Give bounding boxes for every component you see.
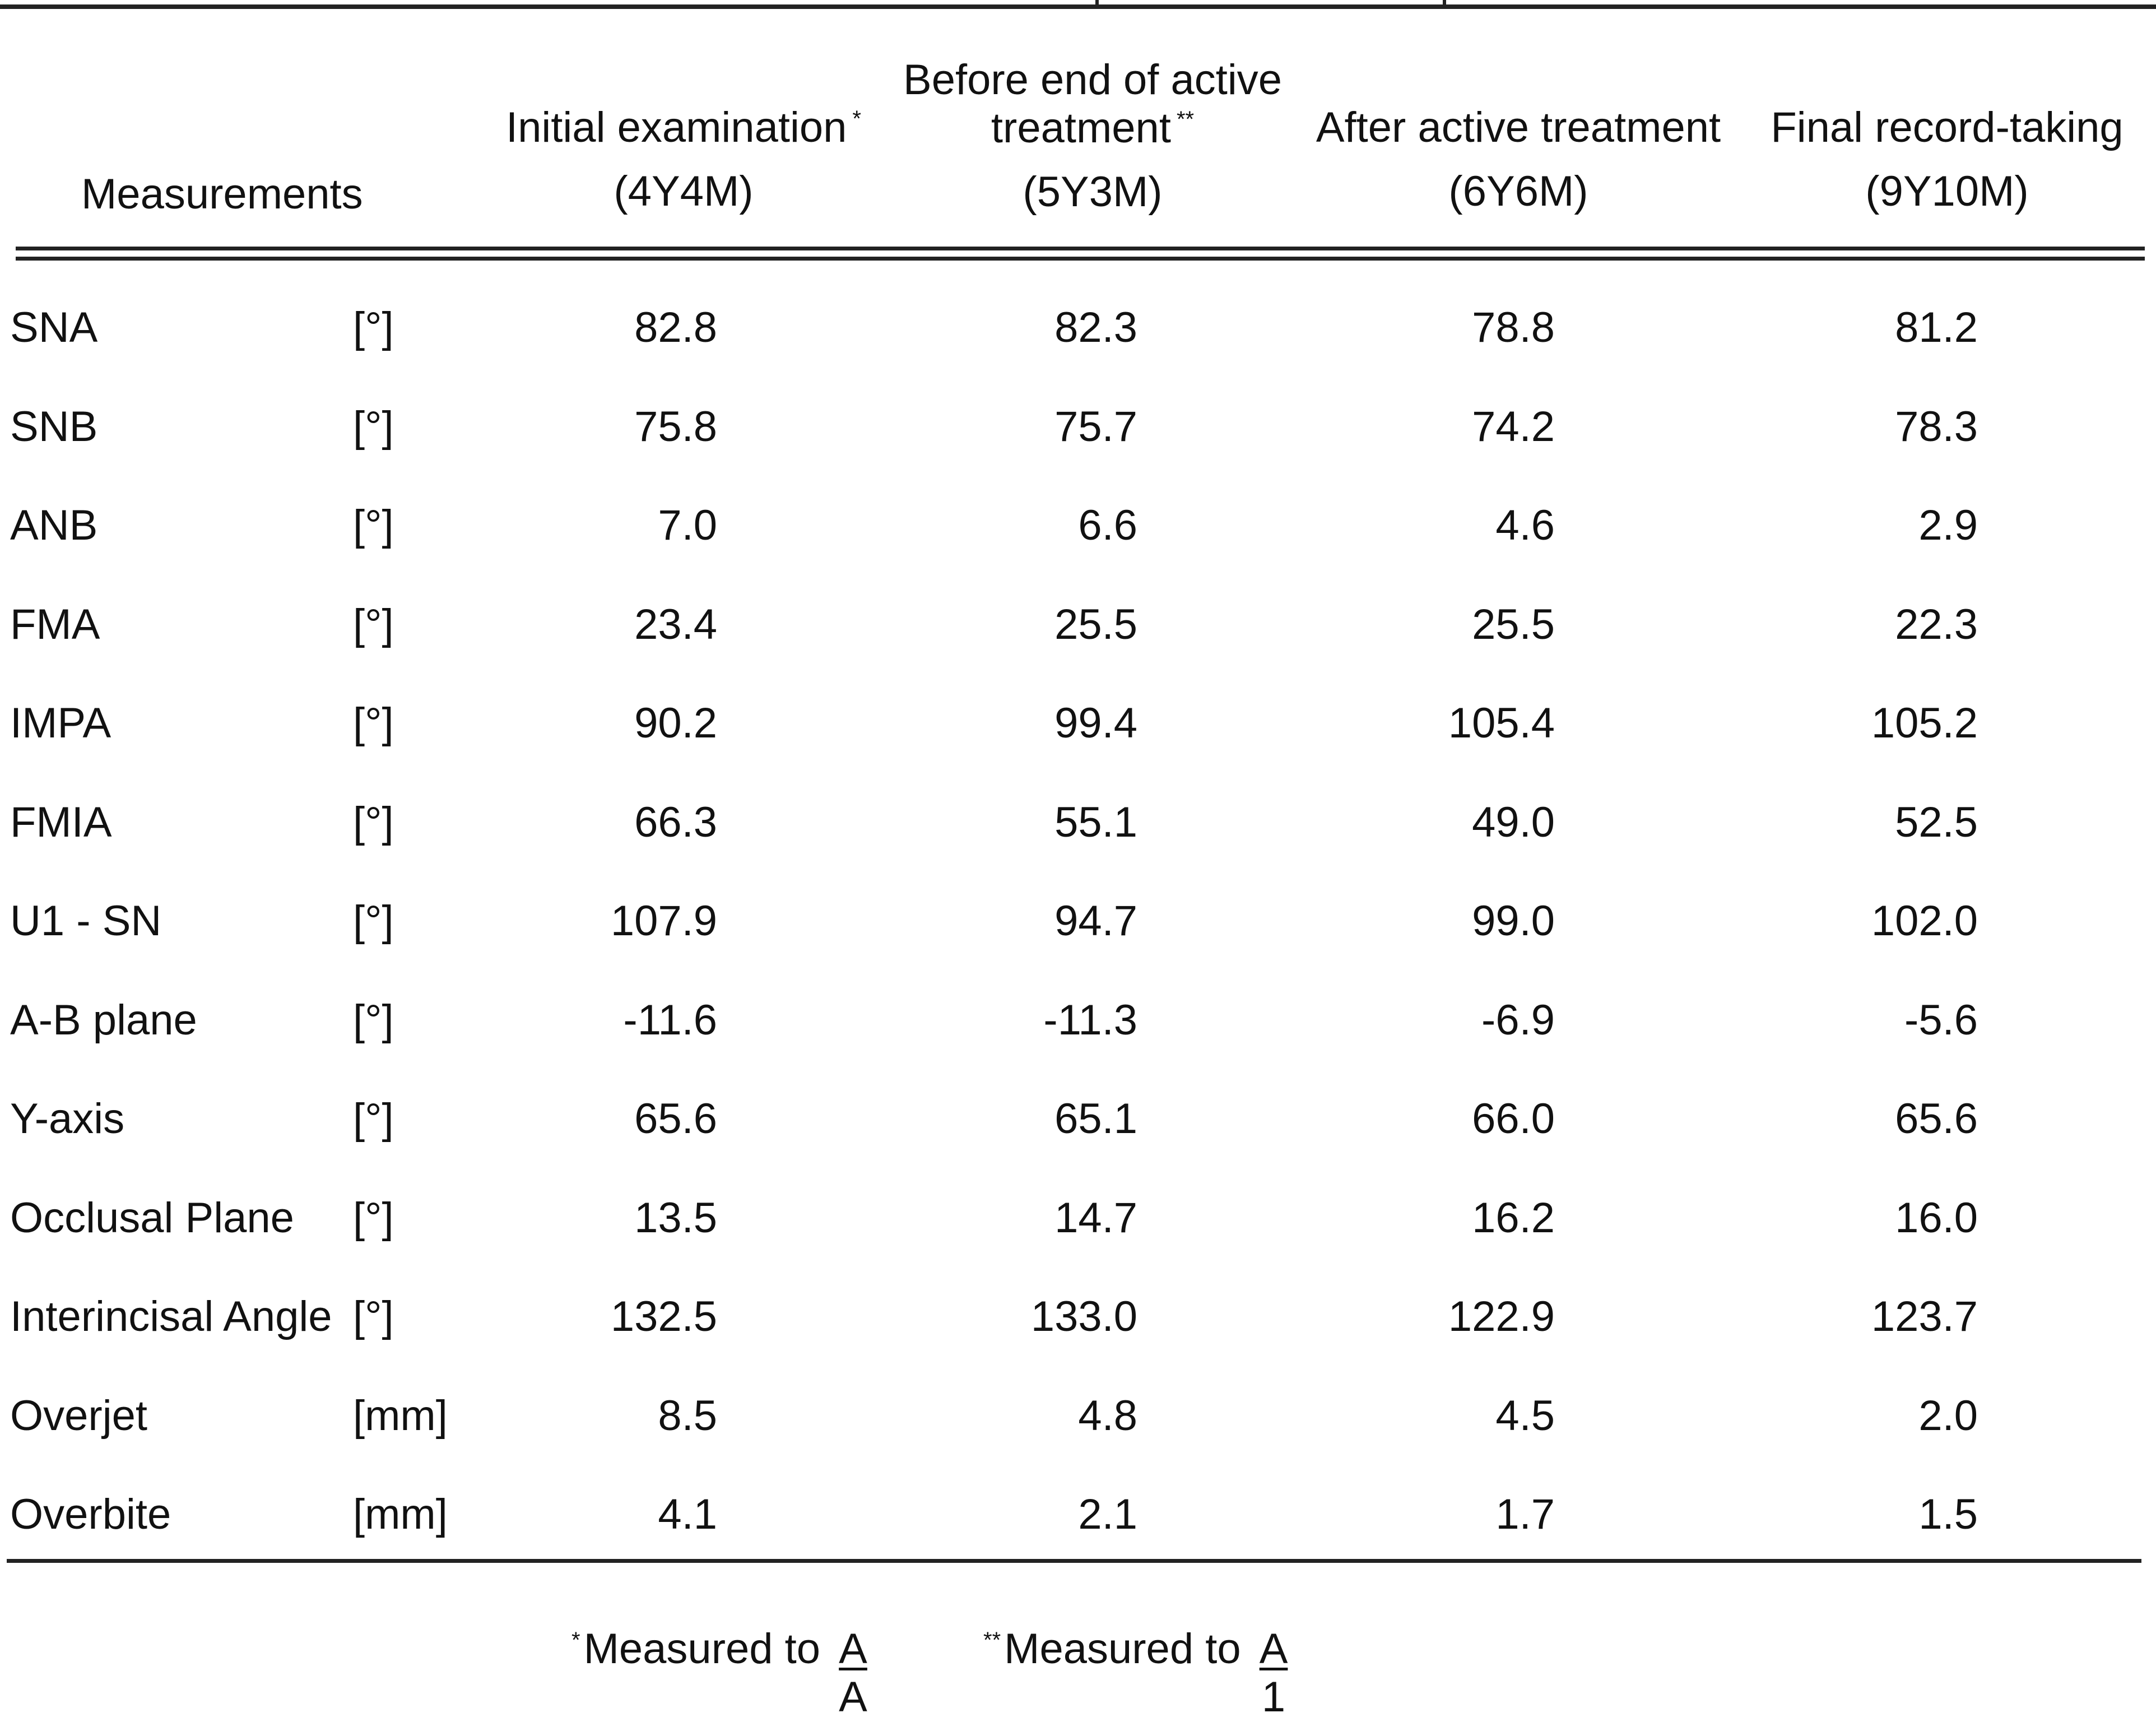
measurement-value: 66.0 (1472, 1095, 1555, 1143)
table-row (0, 896, 2156, 963)
measurement-value: 14.7 (1054, 1194, 1137, 1242)
fraction-denominator: 1 (1261, 1673, 1286, 1721)
column-header-age: (6Y6M) (1448, 168, 1588, 215)
measurement-value: 78.8 (1472, 304, 1555, 351)
measurement-value: 99.0 (1472, 897, 1555, 945)
measurement-value: 13.5 (634, 1194, 717, 1242)
measurement-value: 25.5 (1054, 600, 1137, 648)
measurement-value: 75.8 (634, 402, 717, 451)
measurement-name: U1 - SN (10, 897, 162, 945)
measurement-value: 122.9 (1448, 1293, 1555, 1340)
measurement-name: Occlusal Plane (10, 1194, 294, 1242)
measurement-value: 102.0 (1871, 897, 1978, 945)
measurement-name: SNB (10, 402, 98, 451)
top-rule-tick (1095, 0, 1099, 8)
measurement-value: -5.6 (1904, 996, 1978, 1044)
measurement-value: 7.0 (658, 502, 717, 549)
fraction-numerator: A (1259, 1625, 1288, 1673)
column-header-final-record-taking (1748, 104, 2146, 216)
measurement-value: 52.5 (1895, 798, 1978, 846)
column-header-before-end-active-treatment (896, 56, 1289, 216)
measurement-value: 2.1 (1078, 1491, 1137, 1538)
measurement-name: ANB (10, 502, 98, 549)
measurement-name: FMA (10, 600, 100, 648)
table-row (0, 995, 2156, 1062)
top-rule (0, 4, 2156, 9)
measurement-value: 1.5 (1918, 1491, 1978, 1538)
table-row (0, 1391, 2156, 1458)
measurement-unit: [°] (353, 1194, 394, 1242)
measurement-value: 6.6 (1078, 502, 1137, 549)
measurement-name: Y-axis (10, 1095, 125, 1143)
measurement-value: 4.5 (1495, 1391, 1555, 1440)
table-row (0, 600, 2156, 667)
measurements-header: Measurements (81, 170, 363, 218)
measurement-value: 82.3 (1054, 304, 1137, 351)
measurement-unit: [°] (353, 798, 394, 846)
measurement-name: Interincisal Angle (10, 1293, 332, 1340)
measurement-value: 16.0 (1895, 1194, 1978, 1242)
measurement-value: 82.8 (634, 304, 717, 351)
footnote-text: Measured to (1004, 1625, 1241, 1673)
measurement-value: 1.7 (1495, 1491, 1555, 1538)
header-rule-lower (16, 257, 2145, 261)
measurement-unit: [°] (353, 502, 394, 549)
measurement-value: 65.6 (1895, 1095, 1978, 1143)
measurement-name: Overbite (10, 1491, 171, 1538)
column-header-age: (5Y3M) (1023, 168, 1163, 216)
table-row (0, 1489, 2156, 1557)
table-row (0, 303, 2156, 370)
footnote-mark: * (852, 106, 861, 131)
table-row (0, 1193, 2156, 1260)
measurement-value: -6.9 (1481, 996, 1555, 1044)
measurement-value: 75.7 (1054, 402, 1137, 451)
measurement-value: 65.6 (634, 1095, 717, 1143)
column-header-line: Final record-taking (1771, 104, 2124, 151)
measurement-value: 132.5 (610, 1293, 717, 1340)
column-header-line: treatment (991, 104, 1171, 152)
measurement-value: -11.3 (1043, 996, 1137, 1044)
measurement-value: 133.0 (1030, 1293, 1137, 1340)
measurement-unit: [°] (353, 699, 394, 747)
measurement-value: 107.9 (610, 897, 717, 945)
column-header-age: (4Y4M) (614, 168, 754, 215)
measurement-value: 66.3 (634, 798, 717, 846)
measurement-value: 81.2 (1895, 304, 1978, 351)
table-row (0, 797, 2156, 865)
measurement-value: 25.5 (1472, 600, 1555, 648)
table-row (0, 500, 2156, 568)
footnote-1 (571, 1625, 867, 1721)
measurement-unit: [°] (353, 897, 394, 945)
measurement-name: IMPA (10, 699, 111, 747)
measurement-value: 99.4 (1054, 699, 1137, 747)
measurement-value: 2.9 (1918, 502, 1978, 549)
measurement-value: -11.6 (623, 996, 717, 1044)
bottom-rule (7, 1559, 2141, 1563)
measurement-value: 65.1 (1054, 1095, 1137, 1143)
measurement-unit: [mm] (353, 1391, 448, 1440)
footnote-fraction (1260, 1625, 1288, 1721)
measurement-name: FMIA (10, 798, 112, 846)
measurement-value: 74.2 (1472, 402, 1555, 451)
fraction-numerator: A (839, 1625, 867, 1673)
measurement-value: 49.0 (1472, 798, 1555, 846)
measurement-value: 4.8 (1078, 1391, 1137, 1440)
measurement-value: 16.2 (1472, 1194, 1555, 1242)
measurement-value: 90.2 (634, 699, 717, 747)
measurement-unit: [°] (353, 1293, 394, 1340)
measurement-unit: [mm] (353, 1491, 448, 1538)
measurement-value: 94.7 (1054, 897, 1137, 945)
column-header-after-active-treatment (1300, 104, 1737, 216)
table-row (0, 698, 2156, 765)
measurement-name: SNA (10, 304, 98, 351)
measurement-value: 2.0 (1918, 1391, 1978, 1440)
table-row (0, 1292, 2156, 1359)
table-row (0, 402, 2156, 469)
top-rule-tick (1443, 0, 1446, 8)
measurement-value: 22.3 (1895, 600, 1978, 648)
footnote-mark: ** (983, 1628, 1001, 1653)
measurement-value: 78.3 (1895, 402, 1978, 451)
column-header-line: After active treatment (1316, 104, 1721, 151)
measurement-value: 105.2 (1871, 699, 1978, 747)
column-header-age: (9Y10M) (1865, 168, 2029, 215)
measurement-value: 8.5 (658, 1391, 717, 1440)
footnote-2 (983, 1625, 1288, 1721)
measurement-unit: [°] (353, 996, 394, 1044)
measurement-unit: [°] (353, 304, 394, 351)
column-header-line: Initial examination (506, 104, 847, 151)
footnote-mark: ** (1176, 107, 1195, 132)
measurement-value: 123.7 (1871, 1293, 1978, 1340)
measurement-value: 105.4 (1448, 699, 1555, 747)
measurement-value: 23.4 (634, 600, 717, 648)
header-rule-upper (16, 247, 2145, 250)
measurement-value: 55.1 (1054, 798, 1137, 846)
measurement-value: 4.6 (1495, 502, 1555, 549)
column-header-initial-examination (493, 104, 874, 216)
fraction-denominator: A (839, 1673, 867, 1721)
measurement-unit: [°] (353, 402, 394, 451)
table-row (0, 1094, 2156, 1161)
footnote-fraction (839, 1625, 867, 1721)
measurement-value: 4.1 (658, 1491, 717, 1538)
footnote-text: Measured to (583, 1625, 821, 1673)
measurement-unit: [°] (353, 600, 394, 648)
footnote-mark: * (571, 1628, 580, 1653)
measurement-name: A-B plane (10, 996, 197, 1044)
measurement-name: Overjet (10, 1391, 147, 1440)
measurement-unit: [°] (353, 1095, 394, 1143)
column-header-line: Before end of active (903, 56, 1282, 104)
